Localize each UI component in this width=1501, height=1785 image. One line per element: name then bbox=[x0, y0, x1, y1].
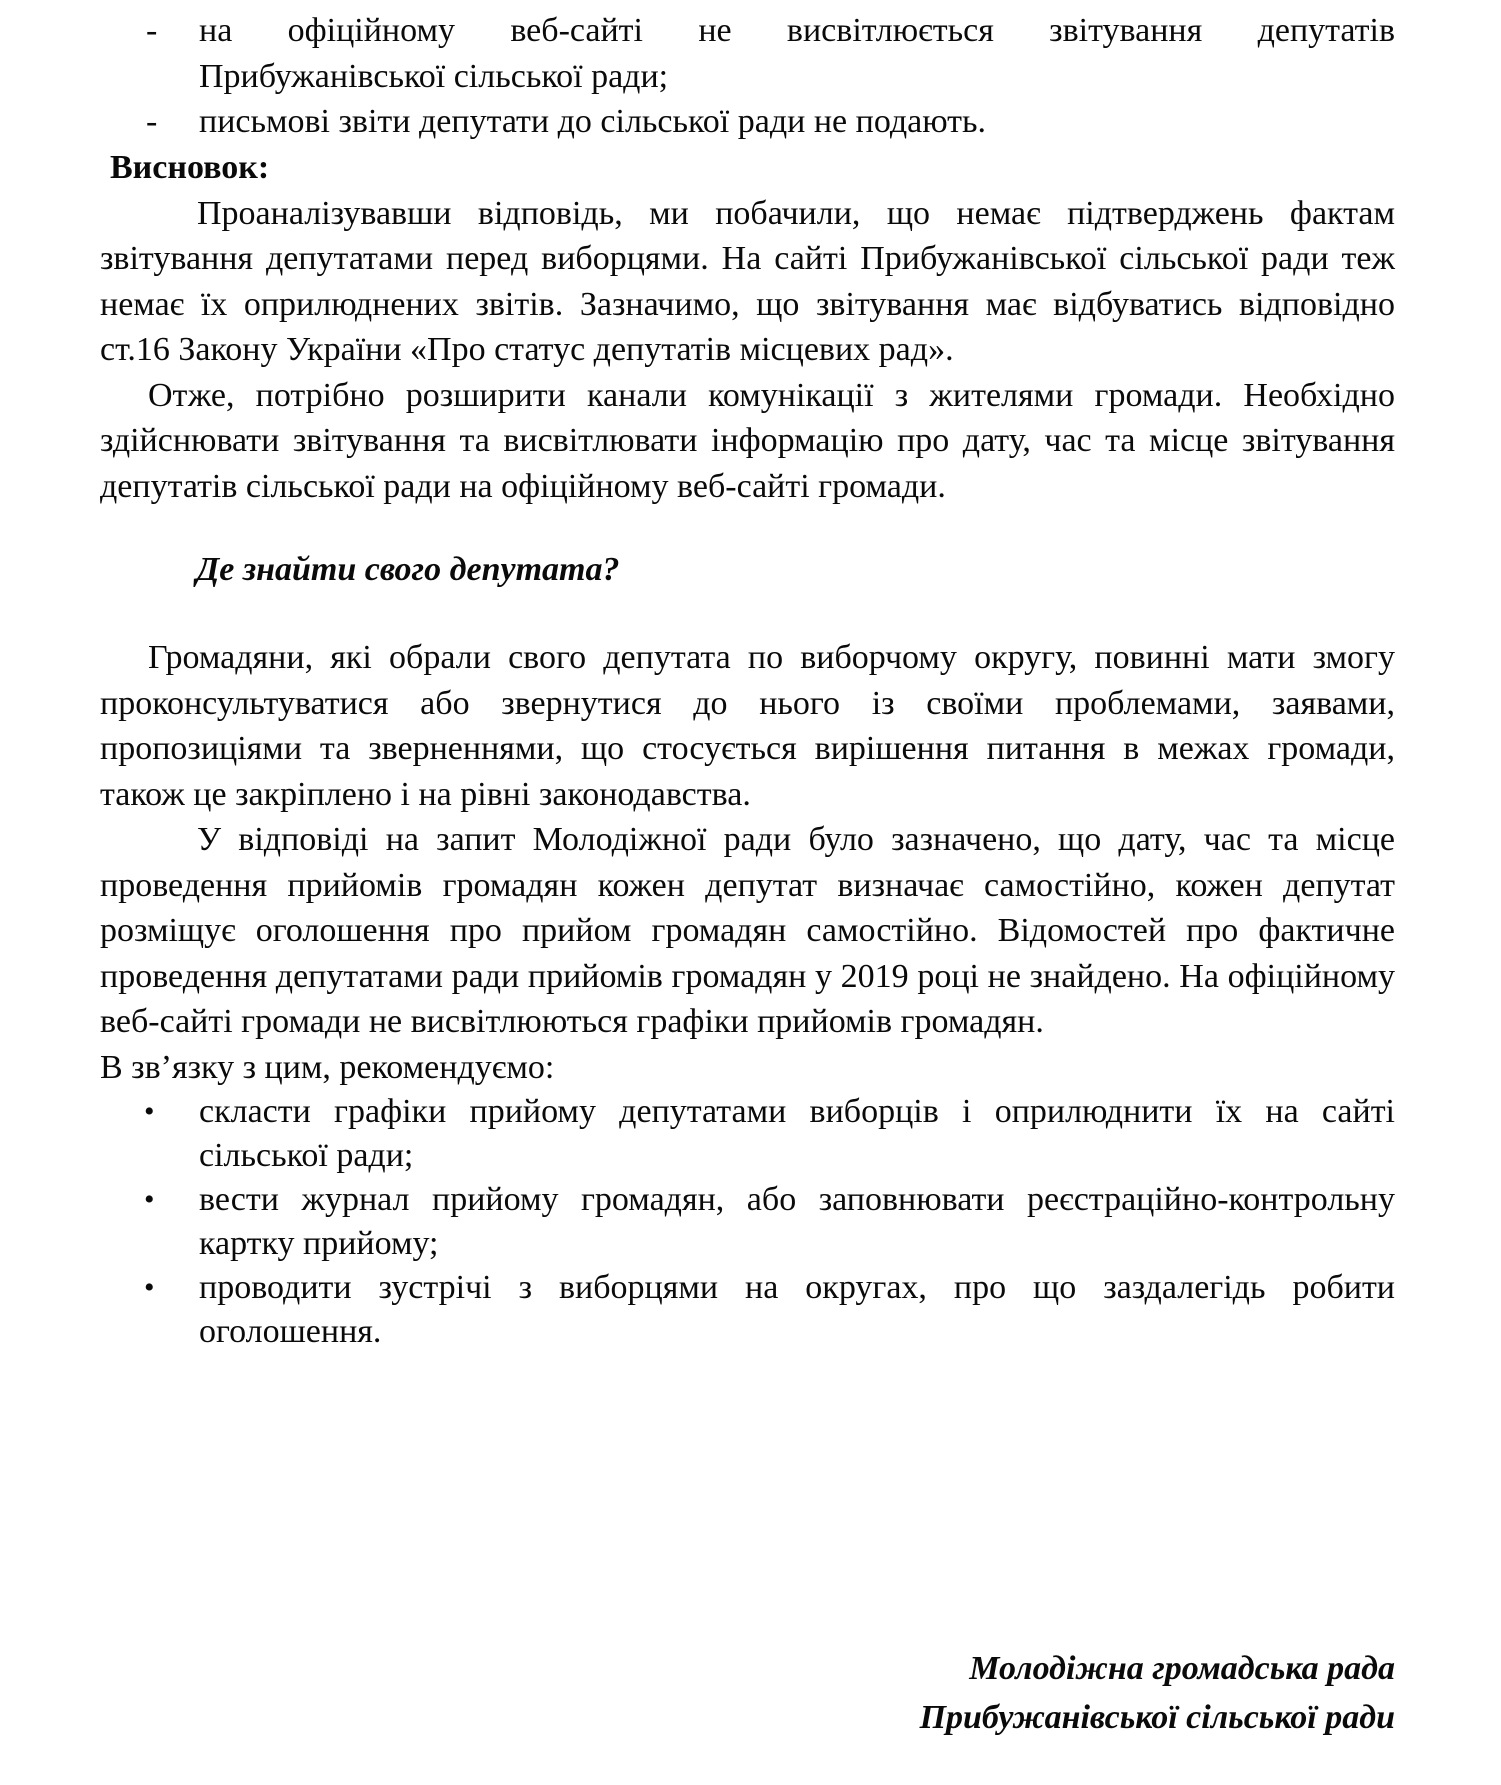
list-item-text: письмові звіти депутати до сільської ради не подають. bbox=[199, 103, 987, 140]
bullet-icon: • bbox=[144, 1095, 155, 1128]
signature-line-2: Прибужанівської сільської ради bbox=[919, 1699, 1395, 1736]
dash-marker-icon: - bbox=[146, 103, 158, 140]
intro-dash-list bbox=[100, 8, 1395, 145]
conclusion-paragraph-1: Проаналізувавши відповідь, ми побачили, що немає підтверджень фактам звітування депутатами перед виборцями. На сайті Прибужанівської сільської ради теж немає їх оприлюднених звітів. Зазначимо, що звітування має відбуватись відповідно ст.16 Закону України «Про статус депутатів місцевих рад». bbox=[100, 194, 1395, 368]
list-item-text-line1: на офіційному веб-сайті не висвітлюється звітування депутатів bbox=[199, 12, 1395, 49]
document-page bbox=[100, 8, 1395, 1354]
conclusion-paragraph-2: Отже, потрібно розширити канали комунікації з жителями громади. Необхідно здійснювати звітування та висвітлювати інформацію про дату, час та місце звітування депутатів сільської ради на офіційному веб-сайті громади. bbox=[100, 376, 1395, 505]
list-item bbox=[100, 1266, 1395, 1354]
list-item-text: вести журнал прийому громадян, або заповнювати реєстраційно-контрольну картку прийому; bbox=[199, 1181, 1395, 1262]
signature-block bbox=[920, 1644, 1395, 1742]
section-paragraph-1: Громадяни, які обрали свого депутата по виборчому округу, повинні мати змогу проконсультуватися або звернутися до нього із своїми проблемами, заявами, пропозиціями та зверненнями, що стосується вирішення питання в межах громади, також це закріплено і на рівні законодавства. bbox=[100, 639, 1395, 813]
list-item bbox=[100, 1090, 1395, 1178]
list-item-text: проводити зустрічі з виборцями на округах, про що заздалегідь робити оголошення. bbox=[199, 1269, 1395, 1350]
list-item bbox=[100, 1178, 1395, 1266]
list-item-text-line2: Прибужанівської сільської ради; bbox=[199, 57, 669, 95]
bullet-icon: • bbox=[144, 1183, 155, 1216]
recommend-intro: В зв’язку з цим, рекомендуємо: bbox=[100, 1048, 555, 1086]
signature-line-1: Молодіжна громадська рада bbox=[969, 1650, 1395, 1687]
bullet-icon: • bbox=[144, 1271, 155, 1304]
recommendations-list bbox=[100, 1090, 1395, 1354]
section-heading: Де знайти свого депутата? bbox=[196, 551, 620, 588]
list-item bbox=[100, 99, 1395, 145]
dash-marker-icon: - bbox=[146, 12, 158, 49]
section-paragraph-2: У відповіді на запит Молодіжної ради було зазначено, що дату, час та місце проведення прийомів громадян кожен депутат визначає самостійно, кожен депутат розміщує оголошення про прийом громадян самостійно. Відомостей про фактичне проведення депутатами ради прийомів громадян у 2019 році не знайдено. На офіційному веб-сайті громади не висвітлюються графіки прийомів громадян. bbox=[100, 821, 1395, 1040]
list-item-text: скласти графіки прийому депутатами виборців і оприлюднити їх на сайті сільської ради; bbox=[199, 1093, 1395, 1174]
list-item bbox=[100, 8, 1395, 99]
conclusion-heading: Висновок: bbox=[110, 148, 270, 186]
